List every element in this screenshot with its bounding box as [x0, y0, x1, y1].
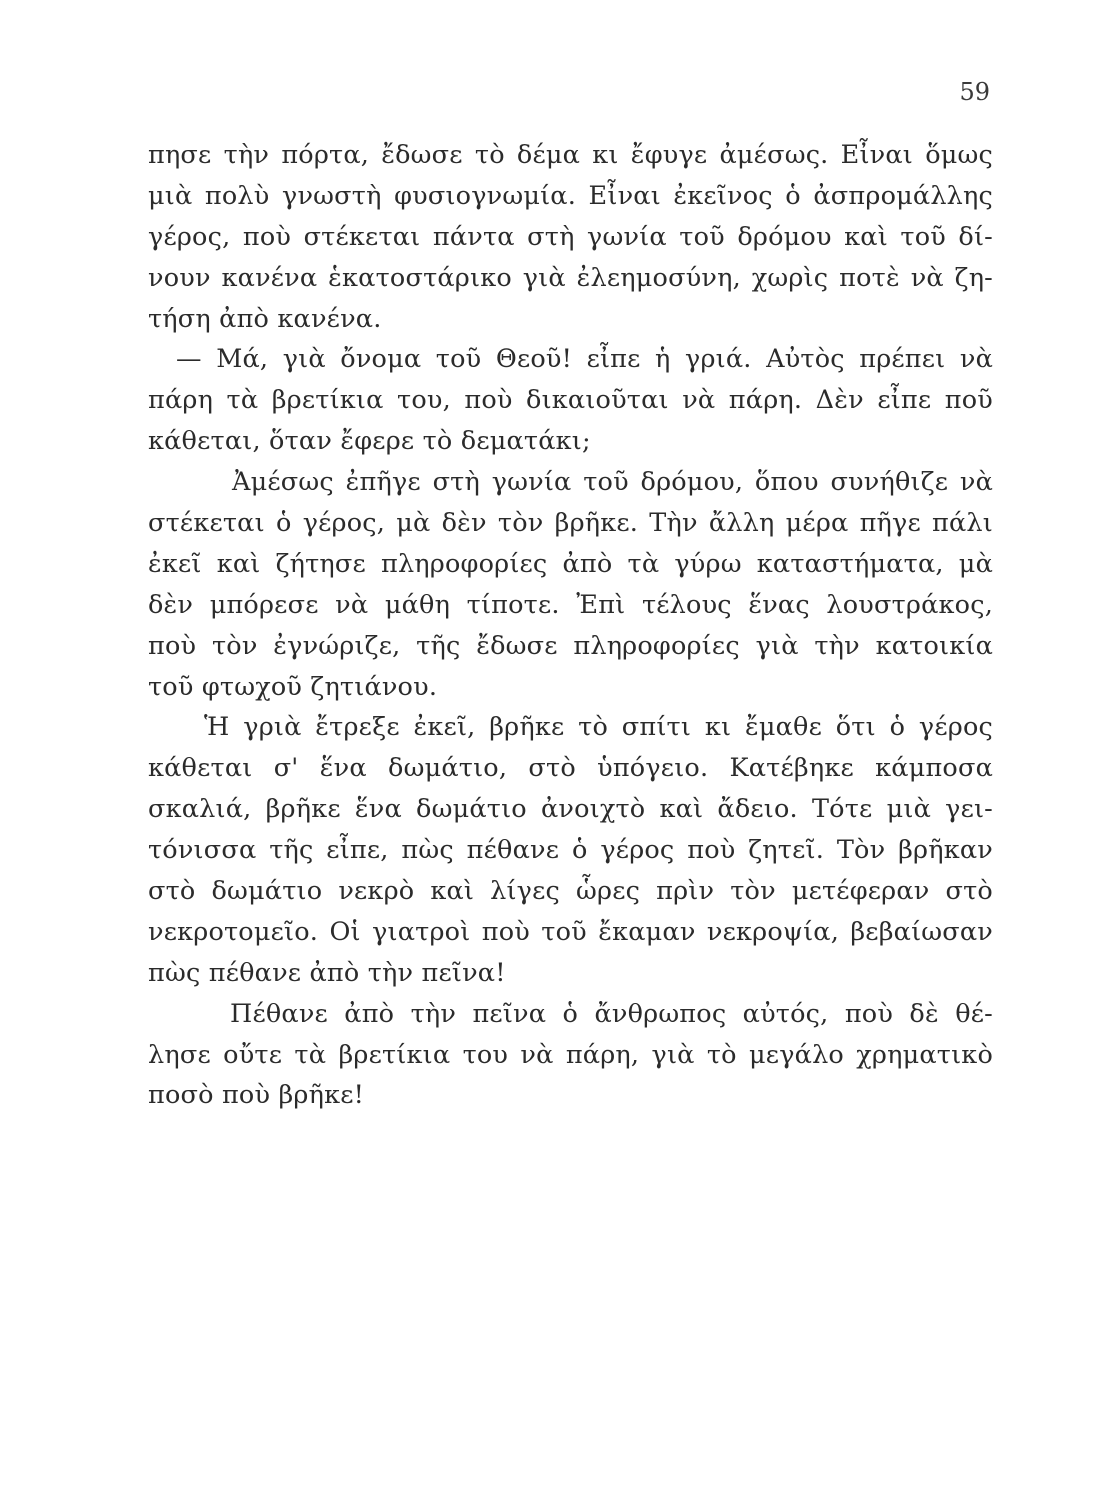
text-line: τόνισσα τῆς εἶπε, πὼς πέθανε ὁ γέρος ποὺ ζητεῖ. Τὸν βρῆκαν — [148, 835, 993, 866]
paragraph-1 — [148, 135, 993, 339]
text-line: μιὰ πολὺ γνωστὴ φυσιογνωμία. Εἶναι ἐκεῖνος ὁ ἀσπρομάλλης — [148, 180, 993, 211]
text-line: ποὺ τὸν ἐγνώριζε, τῆς ἔδωσε πληροφορίες γιὰ τὴν κατοικία — [148, 630, 993, 661]
text-line: στέκεται ὁ γέρος, μὰ δὲν τὸν βρῆκε. Τὴν ἄλλη μέρα πῆγε πάλι — [148, 508, 993, 539]
text-line: κάθεται, ὅταν ἔφερε τὸ δεματάκι; — [148, 426, 591, 457]
paragraph-3 — [148, 462, 993, 707]
text-line: Ἡ γριὰ ἔτρεξε ἐκεῖ, βρῆκε τὸ σπίτι κι ἔμαθε ὅτι ὁ γέρος — [204, 712, 993, 743]
text-line: τοῦ φτωχοῦ ζητιάνου. — [148, 671, 438, 702]
text-line: πάρη τὰ βρετίκια του, ποὺ δικαιοῦται νὰ πάρη. Δὲν εἶπε ποῦ — [148, 385, 993, 416]
text-line: γέρος, ποὺ στέκεται πάντα στὴ γωνία τοῦ δρόμου καὶ τοῦ δί- — [148, 221, 993, 252]
paragraph-5 — [148, 994, 993, 1117]
paragraph-2 — [148, 339, 993, 462]
text-line: Πέθανε ἀπὸ τὴν πεῖνα ὁ ἄνθρωπος αὐτός, ποὺ δὲ θέ- — [230, 998, 993, 1029]
text-line: λησε οὔτε τὰ βρετίκια του νὰ πάρη, γιὰ τὸ μεγάλο χρηματικὸ — [148, 1039, 993, 1070]
text-line: — Μά, γιὰ ὄνομα τοῦ Θεοῦ! εἶπε ἡ γριά. Αὐτὸς πρέπει νὰ — [176, 344, 993, 375]
body-text — [148, 135, 993, 1116]
paragraph-4 — [148, 707, 993, 993]
text-line: δὲν μπόρεσε νὰ μάθη τίποτε. Ἐπὶ τέλους ἕνας λουστράκος, — [148, 589, 993, 620]
text-line: σκαλιά, βρῆκε ἕνα δωμάτιο ἀνοιχτὸ καὶ ἄδειο. Τότε μιὰ γει- — [148, 794, 993, 825]
text-line: κάθεται σ' ἕνα δωμάτιο, στὸ ὑπόγειο. Κατέβηκε κάμποσα — [148, 753, 993, 784]
text-line: νουν κανένα ἑκατοστάρικο γιὰ ἐλεημοσύνη, χωρὶς ποτὲ νὰ ζη- — [148, 262, 993, 293]
text-line: τήση ἀπὸ κανένα. — [148, 303, 382, 334]
text-line: Ἀμέσως ἐπῆγε στὴ γωνία τοῦ δρόμου, ὅπου συνήθιζε νὰ — [232, 467, 993, 498]
text-line: πησε τὴν πόρτα, ἔδωσε τὸ δέμα κι ἔφυγε ἀμέσως. Εἶναι ὅμως — [148, 140, 993, 170]
text-line: ποσὸ ποὺ βρῆκε! — [148, 1080, 365, 1111]
page-number: 59 — [959, 78, 990, 106]
text-line: ἐκεῖ καὶ ζήτησε πληροφορίες ἀπὸ τὰ γύρω καταστήματα, μὰ — [148, 548, 993, 579]
text-line: πὼς πέθανε ἀπὸ τὴν πεῖνα! — [148, 957, 506, 988]
text-line: νεκροτομεῖο. Οἱ γιατροὶ ποὺ τοῦ ἔκαμαν νεκροψία, βεβαίωσαν — [148, 916, 993, 947]
text-line: στὸ δωμάτιο νεκρὸ καὶ λίγες ὧρες πρὶν τὸν μετέφεραν στὸ — [148, 876, 993, 907]
